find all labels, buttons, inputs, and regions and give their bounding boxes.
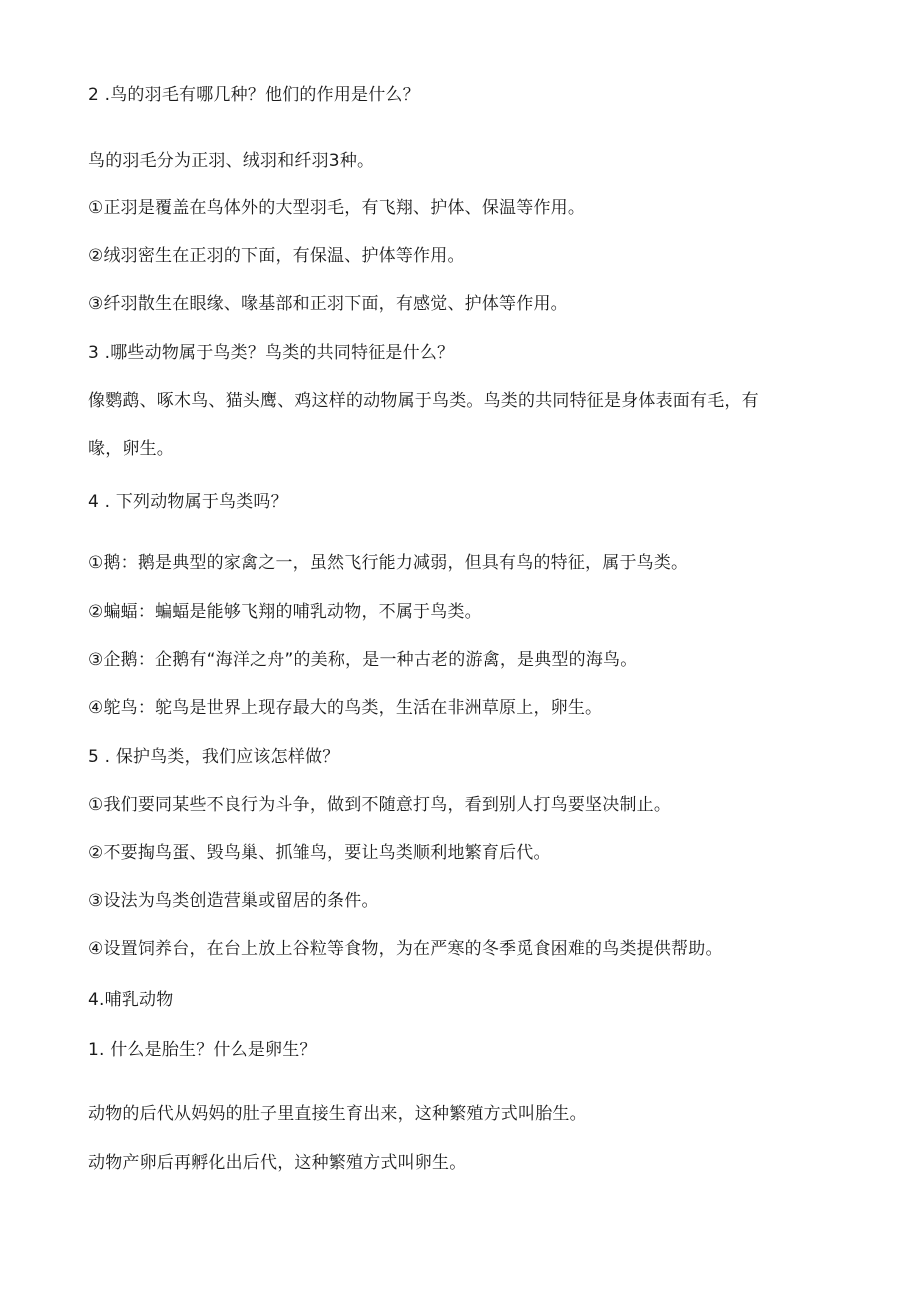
answer-filoplume: ③纤羽散生在眼缘、喙基部和正羽下面，有感觉、护体等作用。: [88, 294, 568, 314]
answer-ostrich: ④鸵鸟：鸵鸟是世界上现存最大的鸟类，生活在非洲草原上，卵生。: [88, 698, 603, 718]
section-heading-mammals: 4.哺乳动物: [88, 990, 174, 1010]
answer-protect-2: ②不要掏鸟蛋、毁鸟巢、抓雏鸟，要让鸟类顺利地繁育后代。: [88, 843, 551, 863]
answer-bat: ②蝙蝠：蝙蝠是能够飞翔的哺乳动物，不属于鸟类。: [88, 602, 482, 622]
answer-protect-1: ①我们要同某些不良行为斗争，做到不随意打鸟，看到别人打鸟要坚决制止。: [88, 795, 672, 815]
answer-bird-features-line1: 像鹦鹉、啄木鸟、猫头鹰、鸡这样的动物属于鸟类。鸟类的共同特征是身体表面有毛，有: [88, 391, 759, 411]
question-5-heading: 5 . 保护鸟类，我们应该怎样做？: [88, 747, 340, 767]
answer-goose: ①鹅：鹅是典型的家禽之一，虽然飞行能力减弱，但具有鸟的特征，属于鸟类。: [88, 553, 689, 573]
question-4-heading: 4 . 下列动物属于鸟类吗？: [88, 492, 288, 512]
answer-oviparous: 动物产卵后再孵化出后代，这种繁殖方式叫卵生。: [88, 1153, 467, 1173]
answer-protect-4: ④设置饲养台，在台上放上谷粒等食物，为在严寒的冬季觅食困难的鸟类提供帮助。: [88, 939, 723, 959]
question-2-heading: 2 .鸟的羽毛有哪几种？他们的作用是什么？: [88, 85, 420, 105]
answer-penguin: ③企鹅：企鹅有“海洋之舟”的美称，是一种古老的游禽，是典型的海鸟。: [88, 650, 638, 670]
answer-bird-features-line2: 喙，卵生。: [88, 439, 174, 459]
answer-protect-3: ③设法为鸟类创造营巢或留居的条件。: [88, 891, 379, 911]
question-3-heading: 3 .哪些动物属于鸟类？鸟类的共同特征是什么？: [88, 343, 455, 363]
answer-down-feather: ②绒羽密生在正羽的下面，有保温、护体等作用。: [88, 246, 465, 266]
answer-contour-feather: ①正羽是覆盖在鸟体外的大型羽毛，有飞翔、护体、保温等作用。: [88, 198, 586, 218]
answer-feather-types: 鸟的羽毛分为正羽、绒羽和纤羽3种。: [88, 151, 375, 171]
question-1-heading: 1. 什么是胎生？什么是卵生？: [88, 1040, 317, 1060]
answer-viviparous: 动物的后代从妈妈的肚子里直接生育出来，这种繁殖方式叫胎生。: [88, 1104, 587, 1124]
